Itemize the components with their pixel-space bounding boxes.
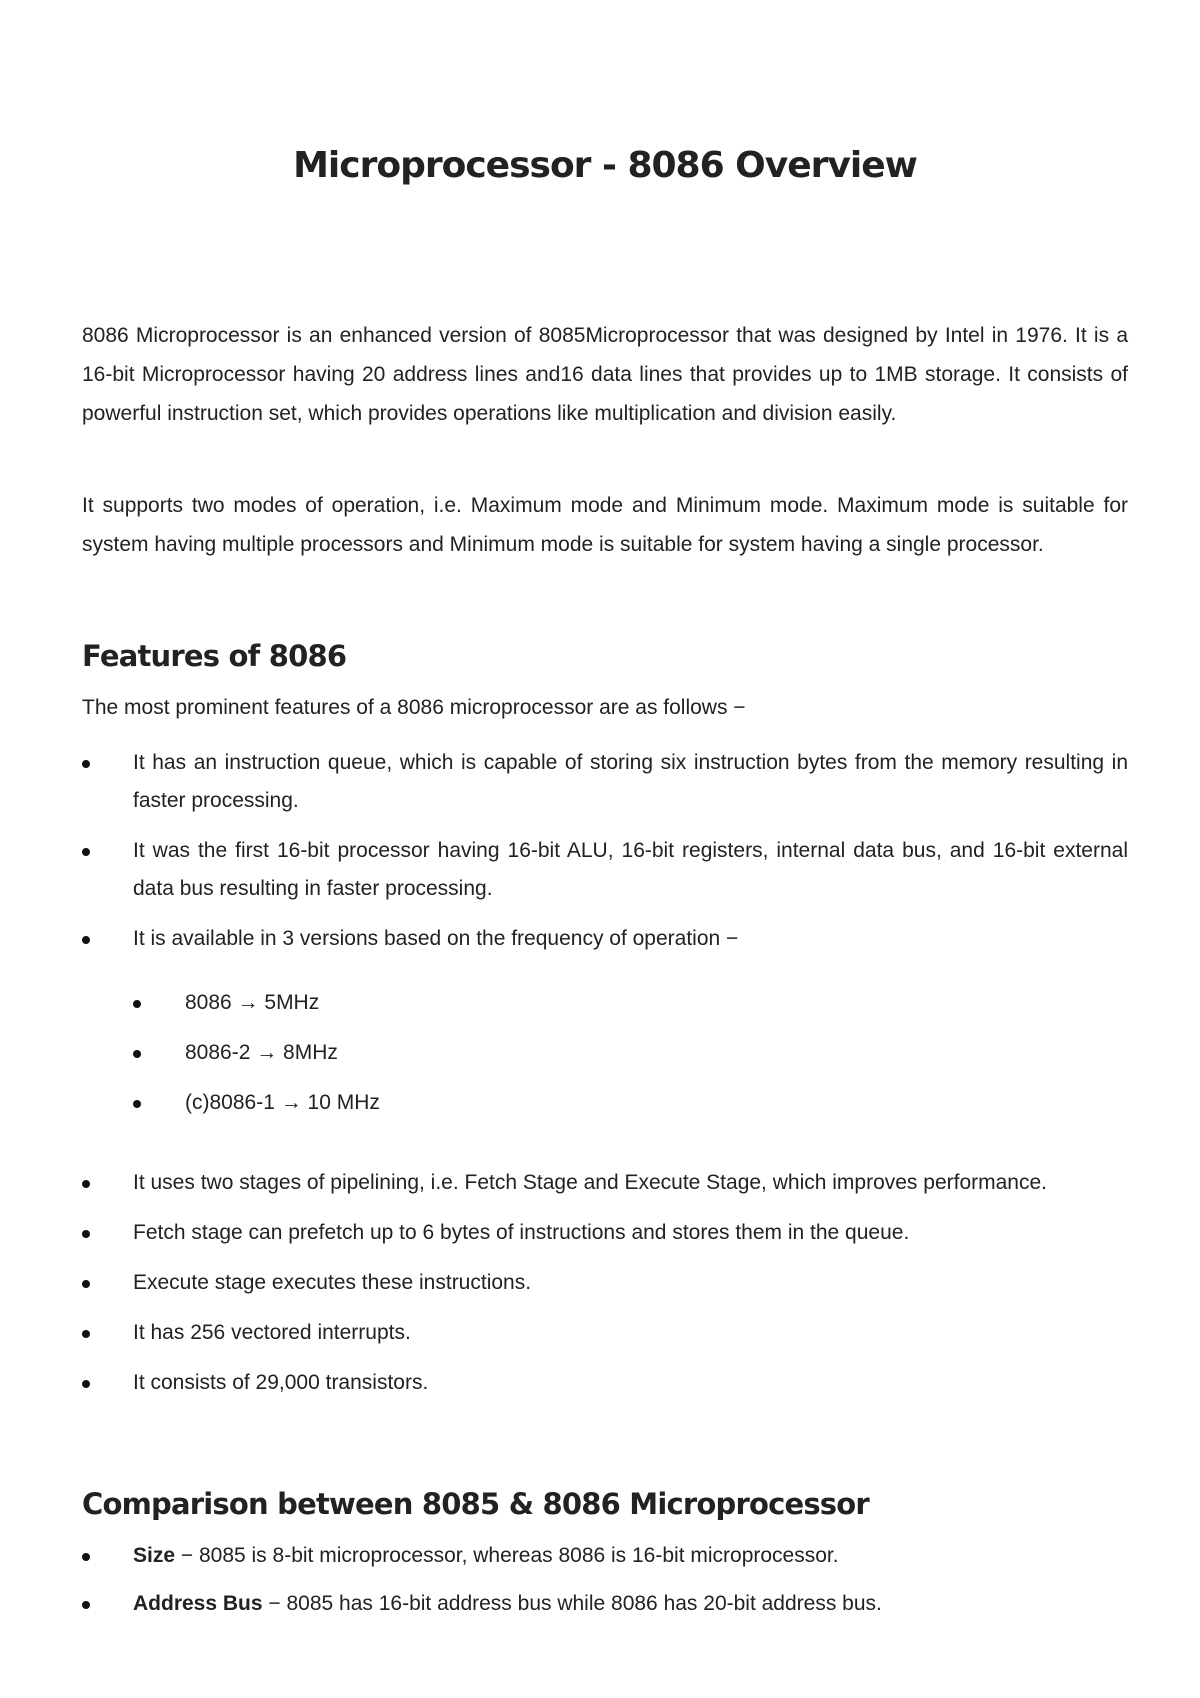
- bullet-icon: [82, 760, 90, 768]
- bullet-icon: [82, 1380, 90, 1388]
- bullet-icon: [82, 1280, 90, 1288]
- comparison-list: [82, 1537, 1128, 1633]
- list-item-text: It was the first 16-bit processor having 16-bit ALU, 16-bit registers, internal data bus, and 16-bit external data bus resulting in faster processing.: [133, 839, 1128, 900]
- bullet-icon: [82, 936, 90, 944]
- comparison-text: − 8085 has 16-bit address bus while 8086 has 20-bit address bus.: [262, 1592, 882, 1615]
- list-item-text: It has 256 vectored interrupts.: [133, 1321, 411, 1344]
- list-item-text: It uses two stages of pipelining, i.e. Fetch Stage and Execute Stage, which improves performance.: [133, 1171, 1047, 1194]
- bullet-icon: [82, 1601, 90, 1609]
- list-item: [82, 1364, 1128, 1402]
- features-list-bottom: [82, 1164, 1128, 1414]
- features-intro: The most prominent features of a 8086 microprocessor are as follows −: [82, 696, 746, 719]
- list-item: [133, 1084, 1128, 1122]
- page-title: Microprocessor - 8086 Overview: [293, 145, 917, 186]
- versions-list: [133, 984, 1128, 1134]
- list-item-text: It has an instruction queue, which is capable of storing six instruction bytes from the memory resulting in faster processing.: [133, 751, 1128, 812]
- bullet-icon: [133, 1050, 141, 1058]
- bullet-icon: [82, 1180, 90, 1188]
- list-item: [82, 1164, 1128, 1202]
- list-item: [82, 1214, 1128, 1252]
- list-item: [82, 1585, 1128, 1623]
- comparison-term: Size: [133, 1544, 176, 1567]
- list-item-text: Execute stage executes these instructions.: [133, 1271, 532, 1294]
- list-item: [133, 984, 1128, 1022]
- features-heading: Features of 8086: [82, 639, 347, 673]
- bullet-icon: [82, 1230, 90, 1238]
- list-item: [82, 1314, 1128, 1352]
- list-item: [133, 1034, 1128, 1072]
- list-item: [82, 744, 1128, 820]
- list-item-text: 8086 → 5MHz: [185, 991, 320, 1014]
- bullet-icon: [133, 1100, 141, 1108]
- comparison-text: − 8085 is 8-bit microprocessor, whereas 8086 is 16-bit microprocessor.: [175, 1544, 839, 1567]
- bullet-icon: [82, 848, 90, 856]
- list-item: [82, 1264, 1128, 1302]
- list-item: [82, 1537, 1128, 1575]
- comparison-term: Address Bus: [133, 1592, 263, 1615]
- list-item-text: 8086-2 → 8MHz: [185, 1041, 338, 1064]
- list-item: [82, 832, 1128, 908]
- bullet-icon: [82, 1330, 90, 1338]
- list-item: [82, 920, 1128, 958]
- paragraph-modes: It supports two modes of operation, i.e. Maximum mode and Minimum mode. Maximum mode is suitable for system having multiple processors and Minimum mode is suitable for system having a single processor.: [82, 494, 1128, 556]
- features-list-top: [82, 744, 1128, 970]
- list-item-text: It is available in 3 versions based on the frequency of operation −: [133, 927, 739, 950]
- comparison-heading: Comparison between 8085 & 8086 Microprocessor: [82, 1487, 869, 1521]
- list-item-text: Fetch stage can prefetch up to 6 bytes of instructions and stores them in the queue.: [133, 1221, 910, 1244]
- list-item-text: It consists of 29,000 transistors.: [133, 1371, 429, 1394]
- bullet-icon: [133, 1000, 141, 1008]
- list-item-text: (c)8086-1 → 10 MHz: [185, 1091, 380, 1114]
- bullet-icon: [82, 1553, 90, 1561]
- paragraph-intro: 8086 Microprocessor is an enhanced version of 8085Microprocessor that was designed by Intel in 1976. It is a 16-bit Microprocessor having 20 address lines and16 data lines that provides up to 1MB storage. It consists of powerful instruction set, which provides operations like multiplication and division easily.: [82, 324, 1128, 425]
